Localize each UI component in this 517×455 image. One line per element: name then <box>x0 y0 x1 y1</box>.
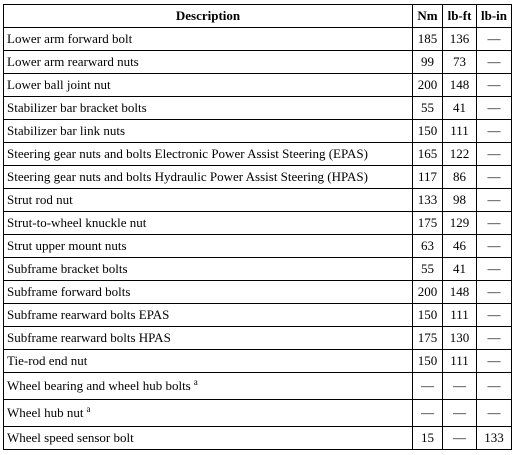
cell-lb-ft: 122 <box>443 143 477 166</box>
cell-lb-ft: 73 <box>443 51 477 74</box>
cell-lb-in: — <box>477 51 512 74</box>
cell-description <box>4 97 413 120</box>
cell-description <box>4 327 413 350</box>
cell-description <box>4 120 413 143</box>
cell-lb-in: — <box>477 350 512 373</box>
cell-nm: 150 <box>413 120 443 143</box>
header-lb-in: lb-in <box>477 5 512 28</box>
description-text: Strut-to-wheel knuckle nut <box>7 215 147 230</box>
description-text: Subframe bracket bolts <box>7 261 128 276</box>
cell-lb-ft: 46 <box>443 235 477 258</box>
footnote-marker: a <box>193 377 198 387</box>
cell-lb-ft: 111 <box>443 350 477 373</box>
table-header <box>4 5 512 28</box>
cell-lb-in: — <box>477 120 512 143</box>
torque-spec-table <box>3 4 512 450</box>
description-text: Subframe forward bolts <box>7 284 131 299</box>
table-row <box>4 373 512 400</box>
description-text: Lower arm rearward nuts <box>7 54 139 69</box>
cell-lb-ft: 86 <box>443 166 477 189</box>
cell-lb-ft: 148 <box>443 281 477 304</box>
cell-nm: — <box>413 373 443 400</box>
cell-description <box>4 304 413 327</box>
description-text: Lower ball joint nut <box>7 77 111 92</box>
torque-spec-table-container <box>3 4 512 450</box>
table-row <box>4 235 512 258</box>
table-row <box>4 97 512 120</box>
table-row <box>4 166 512 189</box>
cell-lb-ft: 111 <box>443 120 477 143</box>
cell-nm: 55 <box>413 258 443 281</box>
cell-nm: 165 <box>413 143 443 166</box>
cell-lb-ft: 98 <box>443 189 477 212</box>
cell-lb-in: — <box>477 281 512 304</box>
cell-lb-in: — <box>477 400 512 427</box>
header-lb-ft: lb-ft <box>443 5 477 28</box>
cell-nm: 175 <box>413 327 443 350</box>
description-text: Strut upper mount nuts <box>7 238 127 253</box>
cell-lb-in: — <box>477 143 512 166</box>
cell-nm: 150 <box>413 304 443 327</box>
table-row <box>4 28 512 51</box>
cell-nm: 133 <box>413 189 443 212</box>
cell-description <box>4 51 413 74</box>
description-text: Stabilizer bar bracket bolts <box>7 100 147 115</box>
cell-lb-in: 133 <box>477 427 512 450</box>
cell-nm: 200 <box>413 281 443 304</box>
cell-description <box>4 258 413 281</box>
table-row <box>4 400 512 427</box>
cell-description <box>4 350 413 373</box>
cell-lb-ft: — <box>443 427 477 450</box>
cell-nm: 117 <box>413 166 443 189</box>
cell-nm: 150 <box>413 350 443 373</box>
cell-nm: 63 <box>413 235 443 258</box>
cell-description <box>4 212 413 235</box>
description-text: Subframe rearward bolts HPAS <box>7 330 171 345</box>
description-text: Steering gear nuts and bolts Hydraulic Power Assist Steering (HPAS) <box>7 169 368 184</box>
cell-lb-in: — <box>477 74 512 97</box>
table-body <box>4 28 512 450</box>
description-text: Lower arm forward bolt <box>7 31 133 46</box>
cell-description <box>4 400 413 427</box>
description-text: Steering gear nuts and bolts Electronic Power Assist Steering (EPAS) <box>7 146 368 161</box>
cell-nm: 99 <box>413 51 443 74</box>
cell-lb-in: — <box>477 304 512 327</box>
description-text: Wheel bearing and wheel hub bolts <box>7 378 191 393</box>
cell-lb-ft: 148 <box>443 74 477 97</box>
description-text: Wheel speed sensor bolt <box>7 430 134 445</box>
cell-nm: 15 <box>413 427 443 450</box>
description-text: Wheel hub nut <box>7 405 84 420</box>
cell-lb-in: — <box>477 212 512 235</box>
table-row <box>4 327 512 350</box>
table-row <box>4 143 512 166</box>
table-row <box>4 281 512 304</box>
description-text: Subframe rearward bolts EPAS <box>7 307 170 322</box>
cell-lb-in: — <box>477 235 512 258</box>
table-row <box>4 427 512 450</box>
table-row <box>4 189 512 212</box>
cell-lb-in: — <box>477 373 512 400</box>
cell-nm: 185 <box>413 28 443 51</box>
table-row <box>4 120 512 143</box>
cell-description <box>4 281 413 304</box>
cell-lb-ft: 111 <box>443 304 477 327</box>
description-text: Strut rod nut <box>7 192 73 207</box>
cell-description <box>4 28 413 51</box>
cell-description <box>4 74 413 97</box>
cell-lb-in: — <box>477 28 512 51</box>
cell-lb-ft: — <box>443 400 477 427</box>
table-row <box>4 212 512 235</box>
cell-lb-ft: 41 <box>443 97 477 120</box>
header-nm: Nm <box>413 5 443 28</box>
header-row <box>4 5 512 28</box>
cell-lb-ft: 41 <box>443 258 477 281</box>
cell-nm: 55 <box>413 97 443 120</box>
cell-lb-ft: 130 <box>443 327 477 350</box>
cell-lb-in: — <box>477 258 512 281</box>
cell-nm: 200 <box>413 74 443 97</box>
table-row <box>4 304 512 327</box>
header-description: Description <box>4 5 413 28</box>
cell-description <box>4 189 413 212</box>
table-row <box>4 350 512 373</box>
cell-lb-in: — <box>477 327 512 350</box>
footnote-marker: a <box>86 404 91 414</box>
cell-lb-in: — <box>477 97 512 120</box>
table-row <box>4 258 512 281</box>
cell-nm: 175 <box>413 212 443 235</box>
cell-description <box>4 373 413 400</box>
cell-description <box>4 166 413 189</box>
cell-lb-ft: 136 <box>443 28 477 51</box>
cell-nm: — <box>413 400 443 427</box>
cell-lb-in: — <box>477 166 512 189</box>
cell-description <box>4 427 413 450</box>
cell-description <box>4 143 413 166</box>
cell-lb-in: — <box>477 189 512 212</box>
cell-lb-ft: — <box>443 373 477 400</box>
description-text: Tie-rod end nut <box>7 353 88 368</box>
cell-lb-ft: 129 <box>443 212 477 235</box>
table-row <box>4 51 512 74</box>
table-row <box>4 74 512 97</box>
description-text: Stabilizer bar link nuts <box>7 123 126 138</box>
cell-description <box>4 235 413 258</box>
